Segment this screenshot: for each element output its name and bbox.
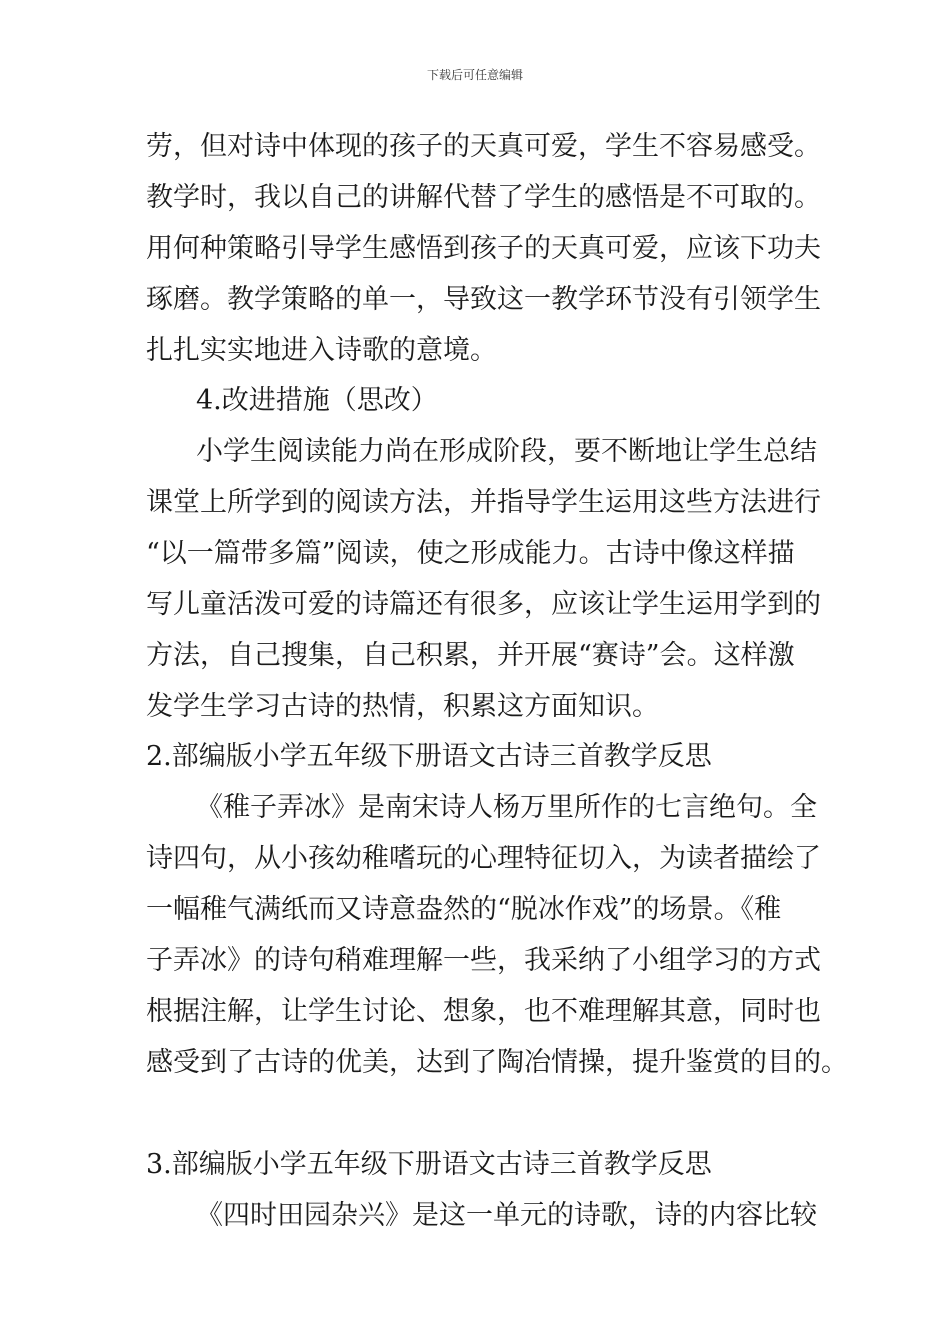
body-line: 方法，自己搜集，自己积累，并开展“赛诗”会。这样激	[146, 640, 795, 671]
section-heading: 3.部编版小学五年级下册语文古诗三首教学反思	[146, 1149, 712, 1180]
section-heading: 2.部编版小学五年级下册语文古诗三首教学反思	[146, 741, 712, 772]
body-line: 琢磨。教学策略的单一，导致这一教学环节没有引领学生	[146, 284, 821, 315]
body-line: 子弄冰》的诗句稍难理解一些，我采纳了小组学习的方式	[146, 945, 821, 976]
body-line: 一幅稚气满纸而又诗意盎然的“脱冰作戏”的场景。《稚	[146, 894, 782, 925]
body-line: “以一篇带多篇”阅读，使之形成能力。古诗中像这样描	[146, 538, 795, 569]
body-line: 课堂上所学到的阅读方法，并指导学生运用这些方法进行	[146, 487, 821, 518]
body-line: 发学生学习古诗的热情，积累这方面知识。	[146, 691, 659, 722]
body-line: 扎扎实实地进入诗歌的意境。	[146, 335, 497, 366]
body-line: 根据注解，让学生讨论、想象，也不难理解其意，同时也	[146, 996, 821, 1027]
body-line: 诗四句，从小孩幼稚嗜玩的心理特征切入，为读者描绘了	[146, 843, 821, 874]
section-heading: 4.改进措施（思改）	[196, 385, 438, 416]
body-line: 教学时，我以自己的讲解代替了学生的感悟是不可取的。	[146, 182, 821, 213]
body-line: 《四时田园杂兴》是这一单元的诗歌，诗的内容比较	[196, 1200, 817, 1231]
body-line: 感受到了古诗的优美，达到了陶冶情操，提升鉴赏的目的。	[146, 1047, 848, 1078]
body-line: 劳，但对诗中体现的孩子的天真可爱，学生不容易感受。	[146, 131, 821, 162]
body-line: 《稚子弄冰》是南宋诗人杨万里所作的七言绝句。全	[196, 792, 817, 823]
header-note: 下载后可任意编辑	[426, 68, 523, 82]
body-line: 写儿童活泼可爱的诗篇还有很多，应该让学生运用学到的	[146, 589, 821, 620]
body-line: 用何种策略引导学生感悟到孩子的天真可爱，应该下功夫	[146, 233, 821, 264]
body-line: 小学生阅读能力尚在形成阶段，要不断地让学生总结	[196, 436, 817, 467]
